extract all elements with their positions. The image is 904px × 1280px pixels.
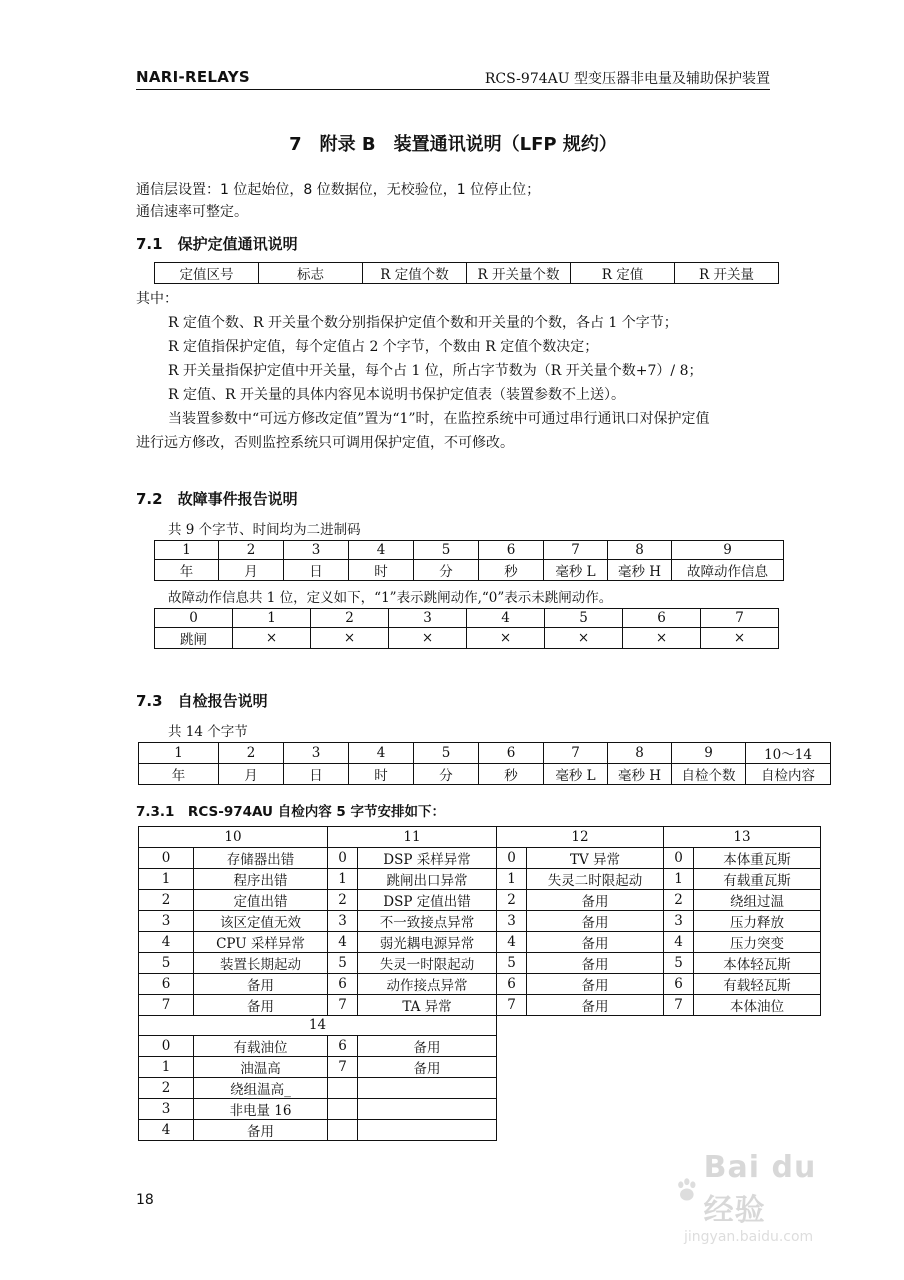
- table-cell: 4: [497, 931, 527, 952]
- table-cell: 1: [155, 541, 219, 560]
- table-cell: 标志: [259, 263, 363, 284]
- table-cell: 5: [414, 743, 479, 764]
- table-cell: 1: [664, 868, 694, 889]
- table-cell: 2: [497, 889, 527, 910]
- table-cell: 4: [349, 541, 414, 560]
- table-cell: 9: [672, 743, 746, 764]
- table-cell: [358, 1078, 497, 1099]
- s71-text-6: 进行远方修改，否则监控系统只可调用保护定值，不可修改。: [136, 435, 514, 451]
- table-cell: 7: [328, 994, 358, 1015]
- table-row: [139, 889, 821, 910]
- paw-icon: [674, 1173, 700, 1207]
- table-cell: 1: [139, 868, 194, 889]
- table-cell: 非电量 16: [194, 1099, 328, 1120]
- table-cell: 备用: [527, 994, 664, 1015]
- table-row: [139, 1120, 821, 1141]
- s71-text-3: R 开关量指保护定值中开关量，每个占 1 位，所占字节数为（R 开关量个数+7）/ 8；: [168, 363, 703, 379]
- section-7-3-heading: 7.3 自检报告说明: [136, 692, 268, 710]
- header-rule: [136, 89, 770, 90]
- table-cell: 备用: [358, 1036, 497, 1057]
- s72-note2: 故障动作信息共 1 位，定义如下，“1”表示跳闸动作,“0”表示未跳闸动作。: [168, 590, 613, 606]
- table-row: [139, 994, 821, 1015]
- table-cell: 油温高: [194, 1057, 328, 1078]
- table-cell: 3: [389, 609, 467, 628]
- table-cell: 自检个数: [672, 764, 746, 785]
- table-cell: 7: [139, 994, 194, 1015]
- table-cell: 2: [311, 609, 389, 628]
- table-cell: 毫秒 L: [544, 764, 608, 785]
- table-cell: 10～14: [746, 743, 831, 764]
- table-cell: TA 异常: [358, 994, 497, 1015]
- table-cell: ×: [233, 628, 311, 649]
- table-cell: 不一致接点异常: [358, 910, 497, 931]
- table-cell: 1: [497, 868, 527, 889]
- table-cell: 存储器出错: [194, 847, 328, 868]
- table-cell: 4: [467, 609, 545, 628]
- table-row: [139, 868, 821, 889]
- table-cell: 7: [328, 1057, 358, 1078]
- table-row: [139, 910, 821, 931]
- table-cell: 备用: [527, 931, 664, 952]
- intro-line-1: 通信层设置：1 位起始位，8 位数据位，无校验位，1 位停止位；: [136, 182, 541, 198]
- table-cell: 有载重瓦斯: [694, 868, 821, 889]
- table-cell: 5: [497, 952, 527, 973]
- table-cell: 7: [544, 743, 608, 764]
- table-cell: ×: [701, 628, 779, 649]
- table-cell: 跳闸: [155, 628, 233, 649]
- table-cell: 绕组温高_: [194, 1078, 328, 1099]
- table-cell: 0: [664, 847, 694, 868]
- table-cell: TV 异常: [527, 847, 664, 868]
- table-cell: 2: [219, 541, 284, 560]
- table-cell: 5: [414, 541, 479, 560]
- table-cell: 有载轻瓦斯: [694, 973, 821, 994]
- header-brand: NARI-RELAYS: [136, 68, 251, 86]
- baidu-watermark: [674, 1150, 844, 1245]
- section-7-3-1-heading: 7.3.1 RCS-974AU 自检内容 5 字节安排如下：: [136, 804, 445, 820]
- table-cell: 备用: [527, 952, 664, 973]
- table-cell: ×: [545, 628, 623, 649]
- table-cell: 备用: [527, 889, 664, 910]
- table-cell: 4: [664, 931, 694, 952]
- table-cell: 6: [479, 541, 544, 560]
- table-cell: ×: [311, 628, 389, 649]
- table-cell: 0: [139, 847, 194, 868]
- table-cell: 6: [328, 973, 358, 994]
- table-cell: 6: [328, 1036, 358, 1057]
- table-cell: 4: [328, 931, 358, 952]
- table-cell: 0: [155, 609, 233, 628]
- table-cell: DSP 定值出错: [358, 889, 497, 910]
- table-cell: 定值区号: [155, 263, 259, 284]
- table-cell: 月: [219, 560, 284, 581]
- table-cell: 日: [284, 764, 349, 785]
- table-row: [139, 952, 821, 973]
- group-header: 10: [139, 827, 328, 848]
- table-cell: 自检内容: [746, 764, 831, 785]
- table-cell: 本体轻瓦斯: [694, 952, 821, 973]
- table-cell: 7: [664, 994, 694, 1015]
- table-cell: 2: [328, 889, 358, 910]
- table-cell: 跳闸出口异常: [358, 868, 497, 889]
- table-cell: 6: [664, 973, 694, 994]
- s73-note: 共 14 个字节: [168, 724, 248, 740]
- table-cell: 7: [544, 541, 608, 560]
- table-cell: 备用: [194, 1120, 328, 1141]
- table-cell: 动作接点异常: [358, 973, 497, 994]
- table-cell: 绕组过温: [694, 889, 821, 910]
- table-cell: R 开关量个数: [467, 263, 571, 284]
- table-cell: 7: [497, 994, 527, 1015]
- table-cell: 备用: [527, 973, 664, 994]
- table-cell: 0: [139, 1036, 194, 1057]
- table-cell: 时: [349, 764, 414, 785]
- table-cell: [358, 1099, 497, 1120]
- s71-text-1: R 定值个数、R 开关量个数分别指保护定值个数和开关量的个数，各占 1 个字节；: [168, 315, 678, 331]
- table-cell: 分: [414, 560, 479, 581]
- table-cell: R 开关量: [675, 263, 779, 284]
- fault-event-table: [154, 540, 784, 581]
- table-row: [139, 973, 821, 994]
- watermark-brand: Bai du 经验: [703, 1150, 817, 1228]
- table-cell: 6: [479, 743, 544, 764]
- table-cell: CPU 采样异常: [194, 931, 328, 952]
- table-cell: 7: [701, 609, 779, 628]
- group-header: 13: [664, 827, 821, 848]
- self-check-table: [138, 742, 831, 785]
- table-cell: 年: [139, 764, 219, 785]
- table-row: [139, 1036, 821, 1057]
- table-row: [139, 931, 821, 952]
- table-cell: 3: [284, 541, 349, 560]
- table-cell: 4: [139, 1120, 194, 1141]
- table-cell: 3: [139, 910, 194, 931]
- table-cell: 分: [414, 764, 479, 785]
- table-cell: 装置长期起动: [194, 952, 328, 973]
- table-cell: ×: [389, 628, 467, 649]
- table-cell: 1: [328, 868, 358, 889]
- table-cell: 定值出错: [194, 889, 328, 910]
- table-cell: 本体重瓦斯: [694, 847, 821, 868]
- watermark-url: jingyan.baidu.com: [684, 1229, 814, 1245]
- table-row: [139, 847, 821, 868]
- table-cell: ×: [623, 628, 701, 649]
- table-cell: 失灵一时限起动: [358, 952, 497, 973]
- table-cell: 5: [328, 952, 358, 973]
- table-cell: [358, 1120, 497, 1141]
- group-header: 11: [328, 827, 497, 848]
- table-cell: 毫秒 H: [608, 560, 672, 581]
- table-cell: 0: [328, 847, 358, 868]
- table-cell: ×: [467, 628, 545, 649]
- s71-text-5: 当装置参数中“可远方修改定值”置为“1”时，在监控系统中可通过串行通讯口对保护定值: [168, 411, 710, 427]
- table-cell: 3: [284, 743, 349, 764]
- self-check-content-table: [138, 826, 821, 1141]
- table-cell: 3: [497, 910, 527, 931]
- table-cell: 弱光耦电源异常: [358, 931, 497, 952]
- table-cell: 故障动作信息: [672, 560, 784, 581]
- table-cell: 备用: [194, 994, 328, 1015]
- table-cell: 4: [139, 931, 194, 952]
- table-row: [139, 1057, 821, 1078]
- table-cell: 失灵二时限起动: [527, 868, 664, 889]
- table-cell: 压力突变: [694, 931, 821, 952]
- s71-text-2: R 定值指保护定值，每个定值占 2 个字节，个数由 R 定值个数决定；: [168, 339, 599, 355]
- table-cell: DSP 采样异常: [358, 847, 497, 868]
- table-cell: 3: [664, 910, 694, 931]
- table-cell: R 定值: [571, 263, 675, 284]
- table-cell: 1: [233, 609, 311, 628]
- page-title: 7 附录 B 装置通讯说明（LFP 规约）: [289, 134, 617, 155]
- table-cell: [328, 1120, 358, 1141]
- table-cell: 4: [349, 743, 414, 764]
- section-7-1-heading: 7.1 保护定值通讯说明: [136, 235, 298, 253]
- table-cell: 日: [284, 560, 349, 581]
- intro-line-2: 通信速率可整定。: [136, 204, 248, 220]
- table-cell: 备用: [527, 910, 664, 931]
- table-cell: 5: [139, 952, 194, 973]
- table-cell: 3: [328, 910, 358, 931]
- header-doc-title: RCS-974AU 型变压器非电量及辅助保护装置: [484, 71, 770, 87]
- table-cell: 5: [664, 952, 694, 973]
- table-cell: 9: [672, 541, 784, 560]
- table-cell: 8: [608, 541, 672, 560]
- table-cell: 时: [349, 560, 414, 581]
- table-cell: 2: [139, 1078, 194, 1099]
- s71-text-4: R 定值、R 开关量的具体内容见本说明书保护定值表（装置参数不上送）。: [168, 387, 625, 403]
- table-cell: 3: [139, 1099, 194, 1120]
- table-cell: 压力释放: [694, 910, 821, 931]
- table-cell: R 定值个数: [363, 263, 467, 284]
- s71-text-0: 其中：: [136, 291, 178, 307]
- table-cell: [328, 1078, 358, 1099]
- table-cell: 6: [139, 973, 194, 994]
- fault-bit-table: [154, 608, 779, 649]
- table-cell: 1: [139, 743, 219, 764]
- table-cell: 该区定值无效: [194, 910, 328, 931]
- table-cell: 月: [219, 764, 284, 785]
- table-cell: 秒: [479, 764, 544, 785]
- group-header: 12: [497, 827, 664, 848]
- table-cell: 6: [623, 609, 701, 628]
- group-header: 14: [139, 1015, 497, 1036]
- table-cell: 备用: [194, 973, 328, 994]
- table-cell: 6: [497, 973, 527, 994]
- table-cell: 8: [608, 743, 672, 764]
- table-cell: 秒: [479, 560, 544, 581]
- table-cell: 毫秒 L: [544, 560, 608, 581]
- s72-note: 共 9 个字节、时间均为二进制码: [168, 522, 361, 538]
- protection-setting-table: [154, 262, 779, 284]
- page-number: 18: [136, 1192, 154, 1208]
- table-row: [139, 1099, 821, 1120]
- table-row: [139, 1078, 821, 1099]
- table-cell: 2: [664, 889, 694, 910]
- table-cell: 2: [139, 889, 194, 910]
- table-cell: 备用: [358, 1057, 497, 1078]
- table-cell: 年: [155, 560, 219, 581]
- table-cell: 有载油位: [194, 1036, 328, 1057]
- table-cell: [328, 1099, 358, 1120]
- table-cell: 本体油位: [694, 994, 821, 1015]
- table-cell: 1: [139, 1057, 194, 1078]
- table-cell: 2: [219, 743, 284, 764]
- table-cell: 程序出错: [194, 868, 328, 889]
- table-cell: 5: [545, 609, 623, 628]
- table-cell: 毫秒 H: [608, 764, 672, 785]
- section-7-2-heading: 7.2 故障事件报告说明: [136, 490, 298, 508]
- table-cell: 0: [497, 847, 527, 868]
